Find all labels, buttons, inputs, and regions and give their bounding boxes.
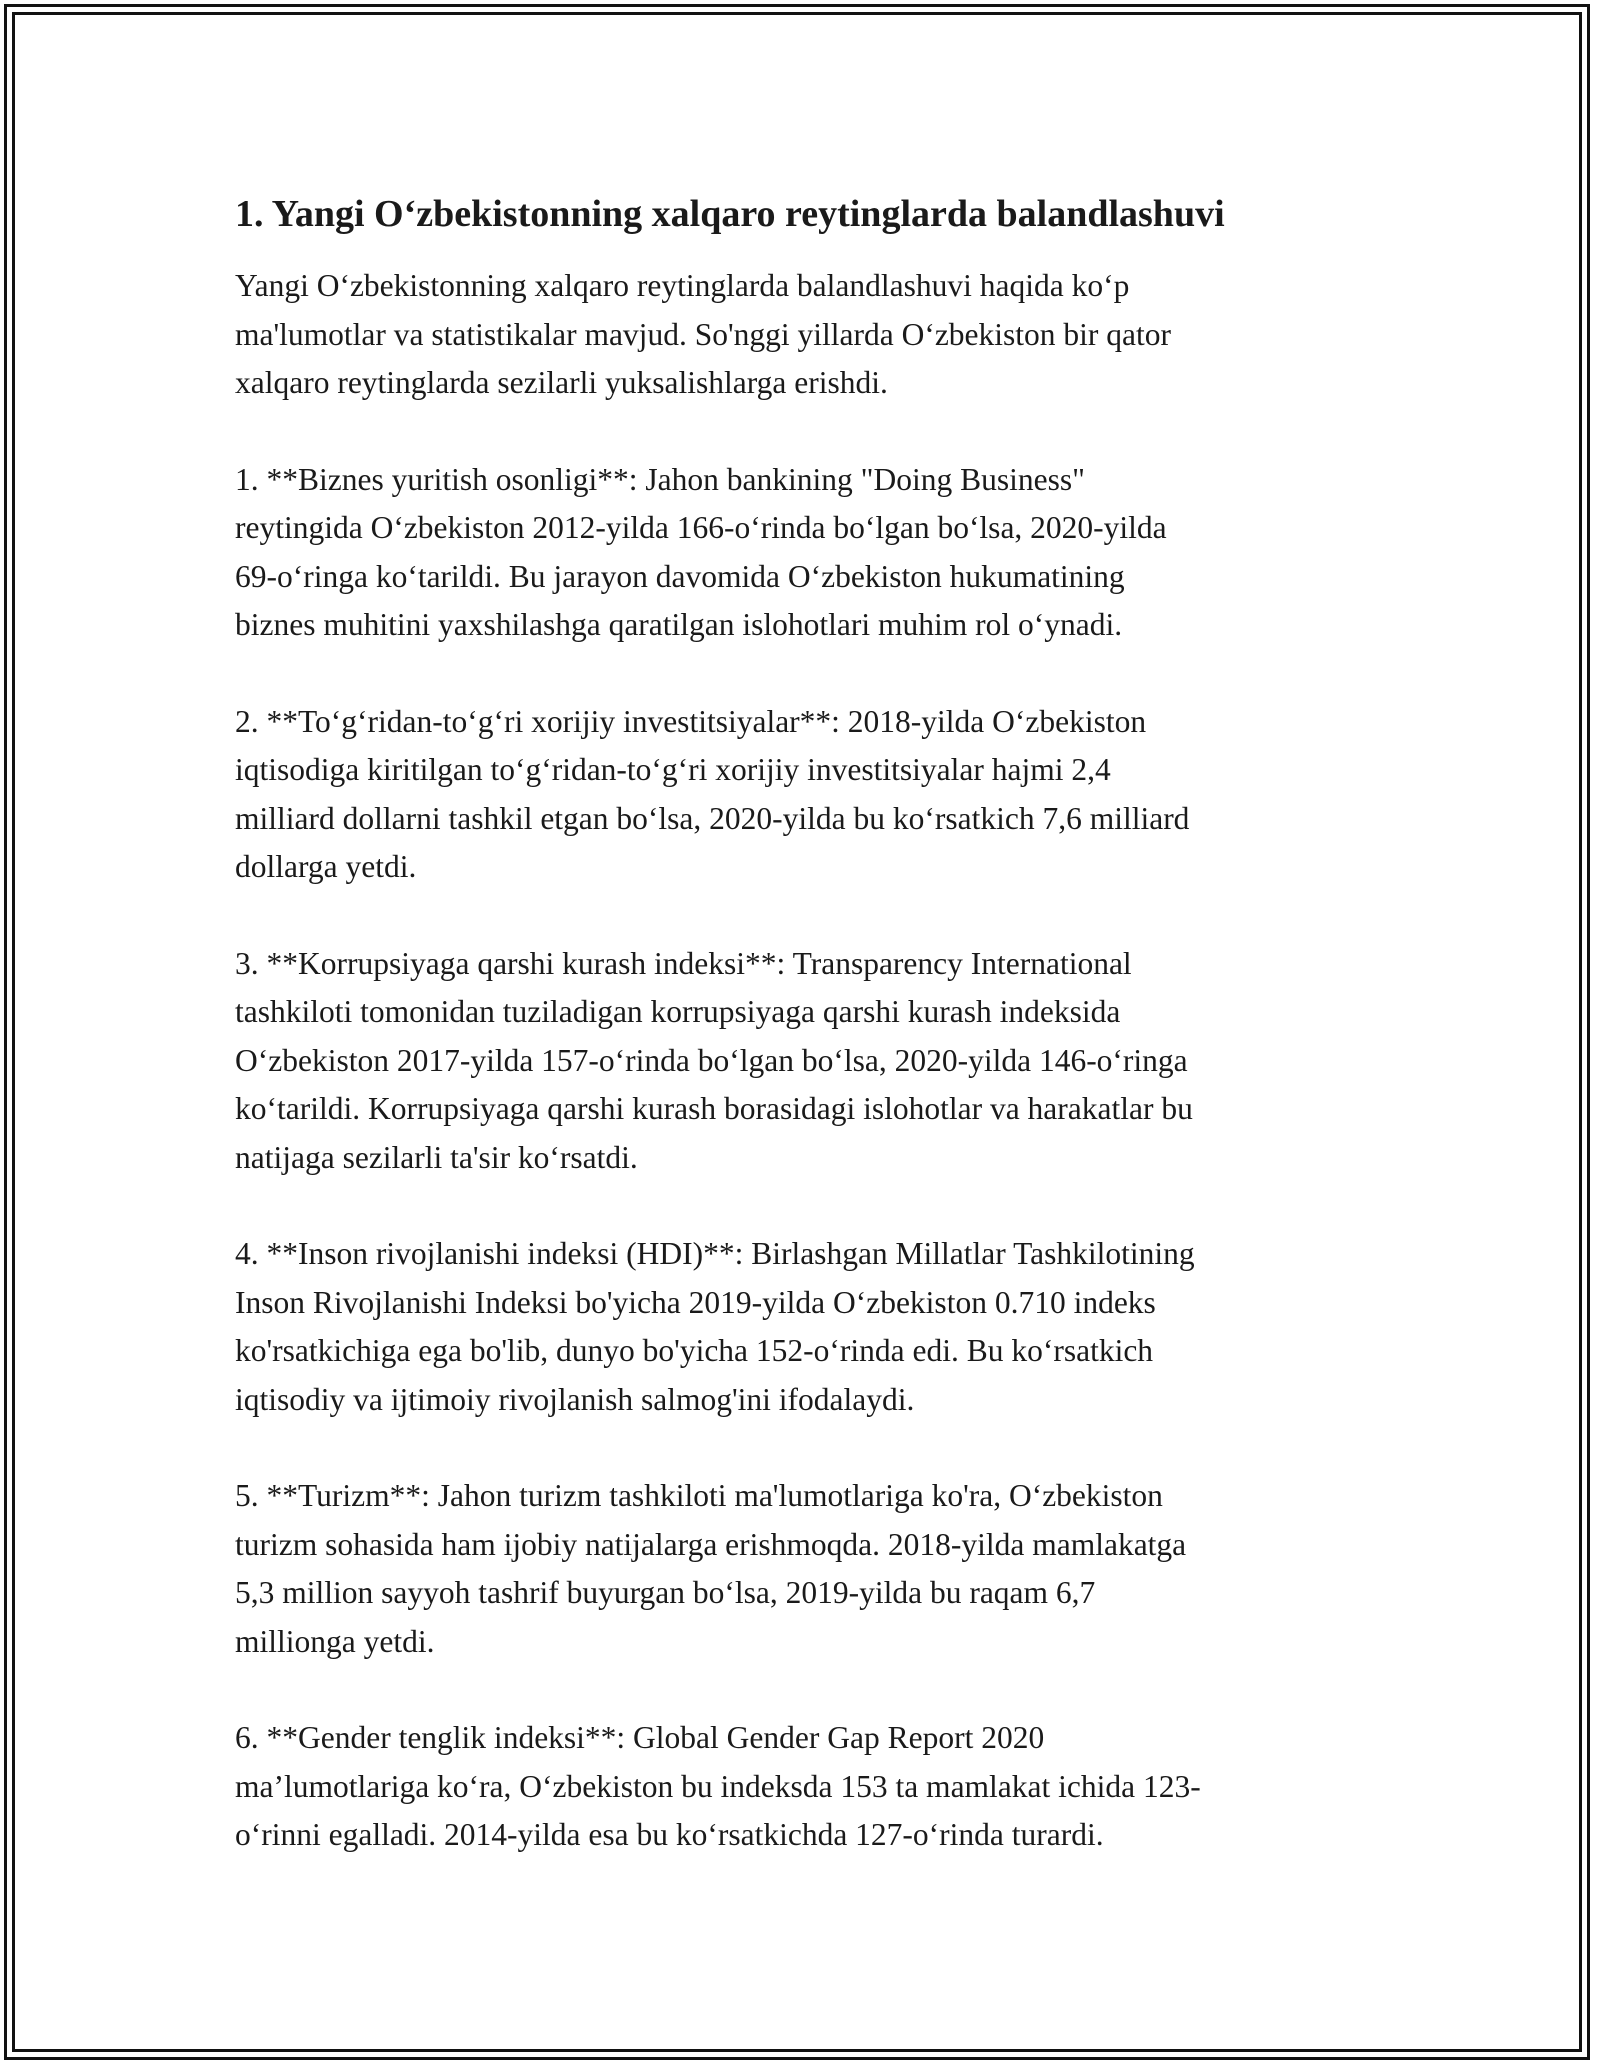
text-line: ko'rsatkichiga ega bo'lib, dunyo bo'yicha 152-o‘rinda edi. Bu ko‘rsatkich	[235, 1333, 1154, 1368]
text-line: biznes muhitini yaxshilashga qaratilgan islohotlari muhim rol o‘ynadi.	[235, 607, 1123, 642]
document-title: 1. Yangi O‘zbekistonning xalqaro reytinglarda balandlashuvi	[235, 193, 1225, 235]
text-line: dollarga yetdi.	[235, 849, 417, 884]
text-line: natijaga sezilarli ta'sir ko‘rsatdi.	[235, 1139, 638, 1175]
text-line: xalqaro reytinglarda sezilarli yuksalishlarga erishdi.	[235, 365, 888, 400]
text-line: millionga yetdi.	[235, 1623, 435, 1659]
text-line: 1. **Biznes yuritish osonligi**: Jahon bankining "Doing Business"	[235, 461, 1085, 497]
item-business-ease	[235, 456, 1385, 650]
text-line: 5. **Turizm**: Jahon turizm tashkiloti ma'lumotlariga ko'ra, O‘zbekiston	[235, 1478, 1163, 1513]
text-line: 5,3 million sayyoh tashrif buyurgan bo‘lsa, 2019-yilda bu raqam 6,7	[235, 1575, 1096, 1610]
text-line: turizm sohasida ham ijobiy natijalarga erishmoqda. 2018-yilda mamlakatga	[235, 1526, 1187, 1562]
text-line: 6. **Gender tenglik indeksi**: Global Gender Gap Report 2020	[235, 1720, 1045, 1755]
intro-paragraph	[235, 262, 1385, 408]
item-gender-equality-index	[235, 1714, 1385, 1860]
text-line: ko‘tarildi. Korrupsiyaga qarshi kurash borasidagi islohotlar va harakatlar bu	[235, 1091, 1193, 1126]
text-line: o‘rinni egalladi. 2014-yilda esa bu ko‘rsatkichda 127-o‘rinda turardi.	[235, 1817, 1104, 1852]
item-foreign-investment	[235, 698, 1385, 892]
text-line: tashkiloti tomonidan tuziladigan korrupsiyaga qarshi kurash indeksida	[235, 994, 1121, 1029]
document-body	[235, 190, 1385, 1908]
text-line: Yangi O‘zbekistonning xalqaro reytinglarda balandlashuvi haqida ko‘p	[235, 268, 1130, 303]
text-line: iqtisodiy va ijtimoiy rivojlanish salmog'ini ifodalaydi.	[235, 1381, 915, 1417]
item-corruption-index	[235, 940, 1385, 1183]
text-line: 2. **To‘g‘ridan-to‘g‘ri xorijiy investitsiyalar**: 2018-yilda O‘zbekiston	[235, 703, 1147, 739]
text-line: reytingida O‘zbekiston 2012-yilda 166-o‘rinda bo‘lgan bo‘lsa, 2020-yilda	[235, 510, 1167, 545]
item-tourism	[235, 1472, 1385, 1666]
text-line: ma'lumotlar va statistikalar mavjud. So'nggi yillarda O‘zbekiston bir qator	[235, 316, 1172, 352]
text-line: ma’lumotlariga ko‘ra, O‘zbekiston bu indeksda 153 ta mamlakat ichida 123-	[235, 1768, 1201, 1804]
item-human-development-index	[235, 1230, 1385, 1424]
text-line: iqtisodiga kiritilgan to‘g‘ridan-to‘g‘ri xorijiy investitsiyalar hajmi 2,4	[235, 752, 1111, 787]
text-line: milliard dollarni tashkil etgan bo‘lsa, 2020-yilda bu ko‘rsatkich 7,6 milliard	[235, 800, 1190, 836]
text-line: 4. **Inson rivojlanishi indeksi (HDI)**: Birlashgan Millatlar Tashkilotining	[235, 1236, 1195, 1271]
text-line: 69-o‘ringa ko‘tarildi. Bu jarayon davomida O‘zbekiston hukumatining	[235, 558, 1125, 594]
text-line: 3. **Korrupsiyaga qarshi kurash indeksi**: Transparency International	[235, 945, 1132, 981]
text-line: Inson Rivojlanishi Indeksi bo'yicha 2019-yilda O‘zbekiston 0.710 indeks	[235, 1284, 1156, 1320]
text-line: O‘zbekiston 2017-yilda 157-o‘rinda bo‘lgan bo‘lsa, 2020-yilda 146-o‘ringa	[235, 1042, 1188, 1078]
